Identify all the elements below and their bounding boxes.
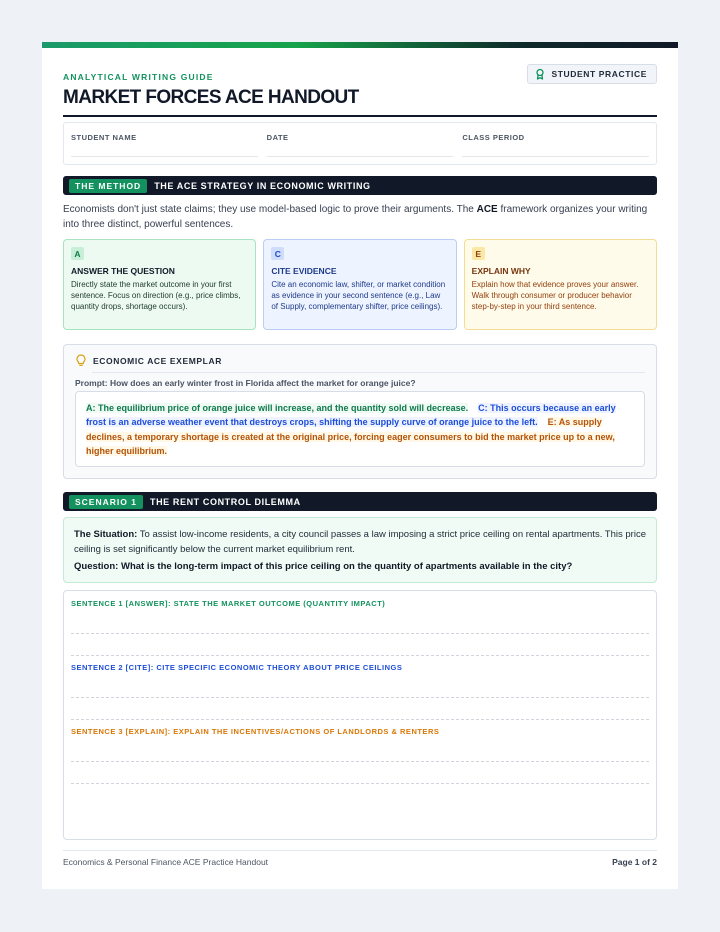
student-practice-badge <box>527 64 657 84</box>
answer-line[interactable] <box>71 633 649 634</box>
answer-card-title: ANSWER THE QUESTION <box>71 266 175 276</box>
date-line <box>267 156 454 157</box>
answer-line[interactable] <box>71 697 649 698</box>
scenario-question: Question: What is the long-term impact of this price ceiling on the quantity of apartments available in the city? <box>74 561 573 572</box>
exemplar-explain-sentence: E: As supply declines, a temporary shortage is created at the original price, forcing eager consumers to bid the market price up to a new, higher equilibrium. <box>86 417 615 456</box>
scenario-heading: THE RENT CONTROL DILEMMA <box>149 496 301 507</box>
answer-card-desc: Directly state the market outcome in your first sentence. Focus on direction (e.g., price climbs, quantity drops, shortage occurs). <box>71 280 241 311</box>
explain-card <box>464 239 657 330</box>
explain-card-desc: Explain how that evidence proves your answer. Walk through consumer or producer behavior step-by-step in your third sentence. <box>471 280 639 311</box>
method-intro: Economists don't just state claims; they use model-based logic to prove their arguments. The ACE framework organizes your writing into three distinct, powerful sentences. <box>63 204 648 230</box>
cite-letter-badge: C <box>271 247 284 260</box>
answer-letter-badge: A <box>71 247 84 260</box>
class-period-line <box>462 156 649 157</box>
answer-line[interactable] <box>71 655 649 656</box>
cite-card-desc: Cite an economic law, shifter, or market condition as evidence in your second sentence (e.g., Law of Supply, complementary shifter, price ceilings). <box>271 280 446 311</box>
footer-course-label: Economics & Personal Finance ACE Practice Handout <box>63 857 269 867</box>
sentence-3-prompt: SENTENCE 3 [EXPLAIN]: EXPLAIN THE INCENTIVES/ACTIONS OF LANDLORDS & RENTERS <box>71 727 440 736</box>
answer-line[interactable] <box>71 783 649 784</box>
exemplar-prompt: Prompt: How does an early winter frost in Florida affect the market for orange juice? <box>75 378 416 388</box>
page-title: MARKET FORCES ACE HANDOUT <box>63 87 359 108</box>
date-label: DATE <box>266 133 289 142</box>
handout-page <box>42 42 678 889</box>
page-number: Page 1 of 2 <box>612 857 657 867</box>
class-period-label: CLASS PERIOD <box>462 133 525 142</box>
date-field[interactable] <box>267 123 454 164</box>
method-heading: THE ACE STRATEGY IN ECONOMIC WRITING <box>154 180 371 191</box>
explain-card-title: EXPLAIN WHY <box>471 266 531 276</box>
situation-box <box>63 517 657 583</box>
answer-line[interactable] <box>71 719 649 720</box>
scenario-section-bar <box>63 492 657 511</box>
exemplar-divider <box>92 372 645 373</box>
exemplar-answer-sentence: A: The equilibrium price of orange juice will increase, and the quantity sold will decrease. <box>86 403 469 413</box>
ace-cards <box>63 239 657 330</box>
exemplar-panel <box>63 344 657 479</box>
exemplar-header <box>75 354 222 367</box>
sentence-2-prompt: SENTENCE 2 [CITE]: CITE SPECIFIC ECONOMIC THEORY ABOUT PRICE CEILINGS <box>71 663 403 672</box>
cite-card-title: CITE EVIDENCE <box>271 266 337 276</box>
award-ribbon-icon <box>534 68 546 80</box>
top-accent-bar <box>42 42 678 48</box>
student-info-box <box>63 122 657 165</box>
sentence-1-prompt: SENTENCE 1 [ANSWER]: STATE THE MARKET OUTCOME (QUANTITY IMPACT) <box>71 599 386 608</box>
eyebrow-label: ANALYTICAL WRITING GUIDE <box>63 72 214 82</box>
method-tag: THE METHOD <box>69 179 147 193</box>
explain-letter-badge: E <box>472 247 485 260</box>
cite-card <box>263 239 456 330</box>
exemplar-answer-box <box>75 391 645 467</box>
writing-area[interactable] <box>63 590 657 840</box>
situation-text: The Situation: To assist low-income residents, a city council passes a law imposing a strict price ceiling on rental apartments. This price ceiling is set significantly below the current market equilibrium rent. <box>74 529 646 555</box>
exemplar-heading: ECONOMIC ACE EXEMPLAR <box>93 355 222 366</box>
student-name-label: STUDENT NAME <box>71 133 137 142</box>
scenario-tag: SCENARIO 1 <box>69 495 143 509</box>
class-period-field[interactable] <box>462 123 649 164</box>
student-name-field[interactable] <box>71 123 258 164</box>
footer-divider <box>63 850 657 851</box>
exemplar-cite-sentence: C: This occurs because an early frost is an adverse weather event that destroys crops, shifting the supply curve of orange juice to the left. <box>86 403 616 428</box>
lightbulb-icon <box>75 354 87 367</box>
answer-line[interactable] <box>71 761 649 762</box>
answer-card <box>63 239 256 330</box>
student-name-line <box>71 156 258 157</box>
badge-label: STUDENT PRACTICE <box>551 69 647 79</box>
title-divider <box>63 115 657 117</box>
method-section-bar <box>63 176 657 195</box>
